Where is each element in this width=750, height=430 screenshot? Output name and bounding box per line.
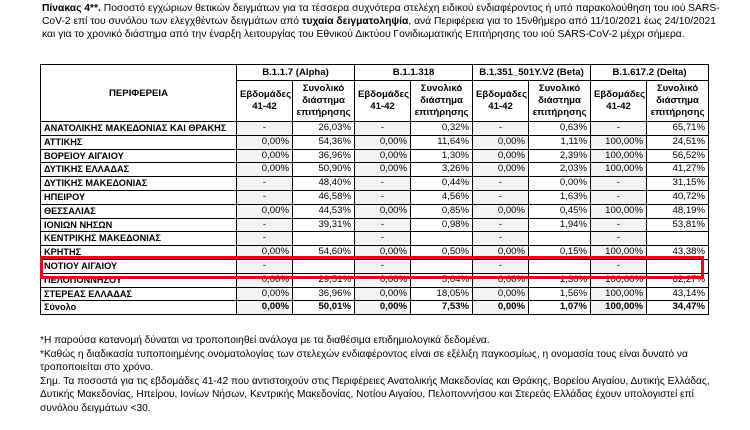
weeks-value: 100,00% <box>591 163 647 177</box>
weeks-value: 0,00% <box>237 149 293 163</box>
total-value: 18,05% <box>411 287 473 301</box>
total-value: 40,72% <box>647 190 709 204</box>
total-value: 0,63% <box>529 122 591 136</box>
weeks-value: 100,00% <box>591 273 647 287</box>
footnote: *Καθώς η διαδικασία τυποποιημένης ονοματολογίας των στελεχών ενδιαφέροντος είναι σε εξέλιξη παγκοσμίως, η ονομασία τους είναι δυνατό να τροποποιείται στο χρόνο. <box>40 348 688 374</box>
total-value: 54,60% <box>293 246 355 260</box>
weeks-value: - <box>237 190 293 204</box>
weeks-value: 0,00% <box>473 204 529 218</box>
header-weeks: Εβδομάδες 41-42 <box>473 81 529 122</box>
weeks-value: - <box>237 177 293 191</box>
weeks-value: 0,00% <box>473 287 529 301</box>
table-caption <box>42 2 732 41</box>
weeks-value: - <box>355 190 411 204</box>
table-row <box>41 232 709 246</box>
total-value: 7,53% <box>411 301 473 315</box>
total-value: 31,15% <box>647 177 709 191</box>
total-value: 29,51% <box>293 273 355 287</box>
weeks-value: 0,00% <box>237 246 293 260</box>
total-value: 1,36% <box>529 273 591 287</box>
total-value: 1,63% <box>529 190 591 204</box>
header-variant-b11318: B.1.1.318 <box>355 65 473 81</box>
table-row <box>41 218 709 232</box>
header-total: Συνολικό διάστημα επιτήρησης <box>647 81 709 122</box>
caption-text-b: , ανά Περιφέρεια για το 15νθήμερο από 11/10/2021 έως 24/10/2021 και για το χρονικό διάστημα από την έναρξη λειτουργίας του Εθνικού Δικτύου Γονιδιωματικής Επιτήρησης του ιού SARS-CoV-2 μέχρι σήμερα. <box>42 16 717 40</box>
table-row <box>41 287 709 301</box>
total-value: 0,45% <box>529 204 591 218</box>
region-name: ΚΡΗΤΗΣ <box>41 246 237 260</box>
region-name: ΔΥΤΙΚΗΣ ΕΛΛΑΔΑΣ <box>41 163 237 177</box>
weeks-value: - <box>473 122 529 136</box>
weeks-value: - <box>355 259 411 273</box>
region-name: ΣΤΕΡΕΑΣ ΕΛΛΑΔΑΣ <box>41 287 237 301</box>
total-value <box>647 259 709 273</box>
region-name: ΙΟΝΙΩΝ ΝΗΣΩΝ <box>41 218 237 232</box>
total-value: 2,39% <box>529 149 591 163</box>
header-variant-beta: B.1.351_501Y.V2 (Beta) <box>473 65 591 81</box>
weeks-value: 0,00% <box>237 301 293 315</box>
header-total: Συνολικό διάστημα επιτήρησης <box>529 81 591 122</box>
weeks-value: - <box>237 232 293 246</box>
weeks-value: - <box>591 232 647 246</box>
weeks-value: 100,00% <box>591 287 647 301</box>
total-value: 3,26% <box>411 163 473 177</box>
total-value: 36,96% <box>293 149 355 163</box>
total-value: 41,27% <box>647 163 709 177</box>
weeks-value: - <box>473 218 529 232</box>
total-value: 50,01% <box>293 301 355 315</box>
region-name: ΑΝΑΤΟΛΙΚΗΣ ΜΑΚΕΔΟΝΙΑΣ ΚΑΙ ΘΡΑΚΗΣ <box>41 122 237 136</box>
total-value: 5,04% <box>411 273 473 287</box>
weeks-value: - <box>237 122 293 136</box>
weeks-value: 0,00% <box>355 301 411 315</box>
region-name: ΘΕΣΣΑΛΙΑΣ <box>41 204 237 218</box>
total-value: 65,71% <box>647 122 709 136</box>
weeks-value: - <box>591 122 647 136</box>
total-value <box>529 259 591 273</box>
total-value: 1,11% <box>529 135 591 149</box>
weeks-value: - <box>473 259 529 273</box>
weeks-value: 0,00% <box>237 135 293 149</box>
caption-text-a: Ποσοστό εγχώριων θετικών δειγμάτων για τα τέσσερα συχνότερα στελέχη ειδικού ενδιαφέροντος ή υπό παρακολούθηση του ιού SARS-CoV-2 επί του συνόλου των ελεγχθέντων δειγμάτων από <box>42 3 720 27</box>
weeks-value: - <box>355 122 411 136</box>
weeks-value: 0,00% <box>355 149 411 163</box>
weeks-value: - <box>591 190 647 204</box>
header-weeks: Εβδομάδες 41-42 <box>591 81 647 122</box>
caption-bold-phrase: τυχαία δειγματοληψία <box>301 16 409 27</box>
total-value <box>411 259 473 273</box>
weeks-value: - <box>473 232 529 246</box>
total-value <box>293 232 355 246</box>
table-row <box>41 204 709 218</box>
weeks-value: 0,00% <box>237 273 293 287</box>
header-region: ΠΕΡΙΦΕΡΕΙΑ <box>41 65 237 122</box>
table-row <box>41 149 709 163</box>
total-value <box>293 259 355 273</box>
weeks-value: 0,00% <box>473 246 529 260</box>
weeks-value: 100,00% <box>591 149 647 163</box>
header-variant-delta: B.1.617.2 (Delta) <box>591 65 709 81</box>
weeks-value: - <box>355 218 411 232</box>
total-value: 4,56% <box>411 190 473 204</box>
region-name: Σύνολο <box>41 301 237 315</box>
region-name: ΗΠΕΙΡΟΥ <box>41 190 237 204</box>
caption-lead: Πίνακας 4**. <box>42 3 101 14</box>
weeks-value: - <box>473 190 529 204</box>
total-value: 1,07% <box>529 301 591 315</box>
table-body <box>41 122 709 315</box>
total-value: 50,90% <box>293 163 355 177</box>
header-row-variants <box>41 65 709 81</box>
total-value: 43,14% <box>647 287 709 301</box>
weeks-value: 0,00% <box>237 287 293 301</box>
header-weeks: Εβδομάδες 41-42 <box>237 81 293 122</box>
region-name: ΔΥΤΙΚΗΣ ΜΑΚΕΔΟΝΙΑΣ <box>41 177 237 191</box>
total-value: 0,32% <box>411 122 473 136</box>
region-name: ΚΕΝΤΡΙΚΗΣ ΜΑΚΕΔΟΝΙΑΣ <box>41 232 237 246</box>
region-name: ΑΤΤΙΚΗΣ <box>41 135 237 149</box>
footnote: *Η παρούσα κατανομή δύναται να τροποποιηθεί ανάλογα με τα διαθέσιμα επιδημιολογικά δεδομένα. <box>40 335 490 346</box>
weeks-value: 100,00% <box>591 204 647 218</box>
total-value <box>529 232 591 246</box>
total-value: 0,00% <box>529 177 591 191</box>
weeks-value: 0,00% <box>355 135 411 149</box>
total-value: 2,03% <box>529 163 591 177</box>
total-value: 24,51% <box>647 135 709 149</box>
variants-table <box>40 64 709 315</box>
weeks-value: - <box>237 259 293 273</box>
total-value: 0,98% <box>411 218 473 232</box>
total-value: 1,94% <box>529 218 591 232</box>
weeks-value: - <box>355 232 411 246</box>
total-value: 0,15% <box>529 246 591 260</box>
total-value: 11,64% <box>411 135 473 149</box>
table-row <box>41 246 709 260</box>
weeks-value: 0,00% <box>473 149 529 163</box>
weeks-value: 100,00% <box>591 246 647 260</box>
total-value: 0,85% <box>411 204 473 218</box>
total-value <box>647 232 709 246</box>
total-value: 0,44% <box>411 177 473 191</box>
footnote-note: Σημ. Τα ποσοστά για τις εβδομάδες 41-42 που αντιστοιχούν στις Περιφέρειες Ανατολικής Μακεδονίας και Θράκης, Βορείου Αιγαίου, Δυτικής Ελλάδας, Δυτικής Μακεδονίας, Ηπείρου, Ιονίων Νήσων, Κεντρικής Μακεδονίας, Νοτίου Αιγαίου, Πελοποννήσου και Στερεάς Ελλάδας έχουν υπολογιστεί επί συνόλου δειγμάτων <30. <box>40 375 710 414</box>
weeks-value: 0,00% <box>473 135 529 149</box>
total-value: 48,40% <box>293 177 355 191</box>
total-value: 43,38% <box>647 246 709 260</box>
weeks-value: 0,00% <box>355 246 411 260</box>
weeks-value: 0,00% <box>355 163 411 177</box>
weeks-value: - <box>237 218 293 232</box>
weeks-value: 0,00% <box>237 204 293 218</box>
weeks-value: 0,00% <box>473 163 529 177</box>
weeks-value: 100,00% <box>591 135 647 149</box>
total-value: 39,31% <box>293 218 355 232</box>
weeks-value: 0,00% <box>355 204 411 218</box>
weeks-value: - <box>355 177 411 191</box>
table-row <box>41 135 709 149</box>
weeks-value: 0,00% <box>473 301 529 315</box>
weeks-value: - <box>473 177 529 191</box>
total-value: 62,27% <box>647 273 709 287</box>
table-row <box>41 122 709 136</box>
weeks-value: 0,00% <box>355 273 411 287</box>
weeks-value: 0,00% <box>355 287 411 301</box>
table-row <box>41 163 709 177</box>
footnotes <box>40 334 730 416</box>
total-row <box>41 301 709 315</box>
weeks-value: - <box>591 218 647 232</box>
total-value: 56,52% <box>647 149 709 163</box>
total-value: 0,50% <box>411 246 473 260</box>
total-value: 48,19% <box>647 204 709 218</box>
weeks-value: - <box>591 259 647 273</box>
total-value <box>411 232 473 246</box>
total-value: 54,36% <box>293 135 355 149</box>
total-value: 34,47% <box>647 301 709 315</box>
total-value: 44,53% <box>293 204 355 218</box>
header-weeks: Εβδομάδες 41-42 <box>355 81 411 122</box>
table-row <box>41 190 709 204</box>
total-value: 36,96% <box>293 287 355 301</box>
header-variant-alpha: B.1.1.7 (Alpha) <box>237 65 355 81</box>
weeks-value: 0,00% <box>237 163 293 177</box>
weeks-value: 100,00% <box>591 301 647 315</box>
table-row <box>41 259 709 273</box>
total-value: 1,30% <box>411 149 473 163</box>
table-row <box>41 273 709 287</box>
table-row <box>41 177 709 191</box>
header-total: Συνολικό διάστημα επιτήρησης <box>293 81 355 122</box>
header-total: Συνολικό διάστημα επιτήρησης <box>411 81 473 122</box>
total-value: 46,58% <box>293 190 355 204</box>
region-name: ΒΟΡΕΙΟΥ ΑΙΓΑΙΟΥ <box>41 149 237 163</box>
total-value: 1,56% <box>529 287 591 301</box>
weeks-value: 0,00% <box>473 273 529 287</box>
region-name: ΝΟΤΙΟΥ ΑΙΓΑΙΟΥ <box>41 259 237 273</box>
total-value: 26,03% <box>293 122 355 136</box>
total-value: 53,81% <box>647 218 709 232</box>
weeks-value: - <box>591 177 647 191</box>
region-name: ΠΕΛΟΠΟΝΝΗΣΟΥ <box>41 273 237 287</box>
